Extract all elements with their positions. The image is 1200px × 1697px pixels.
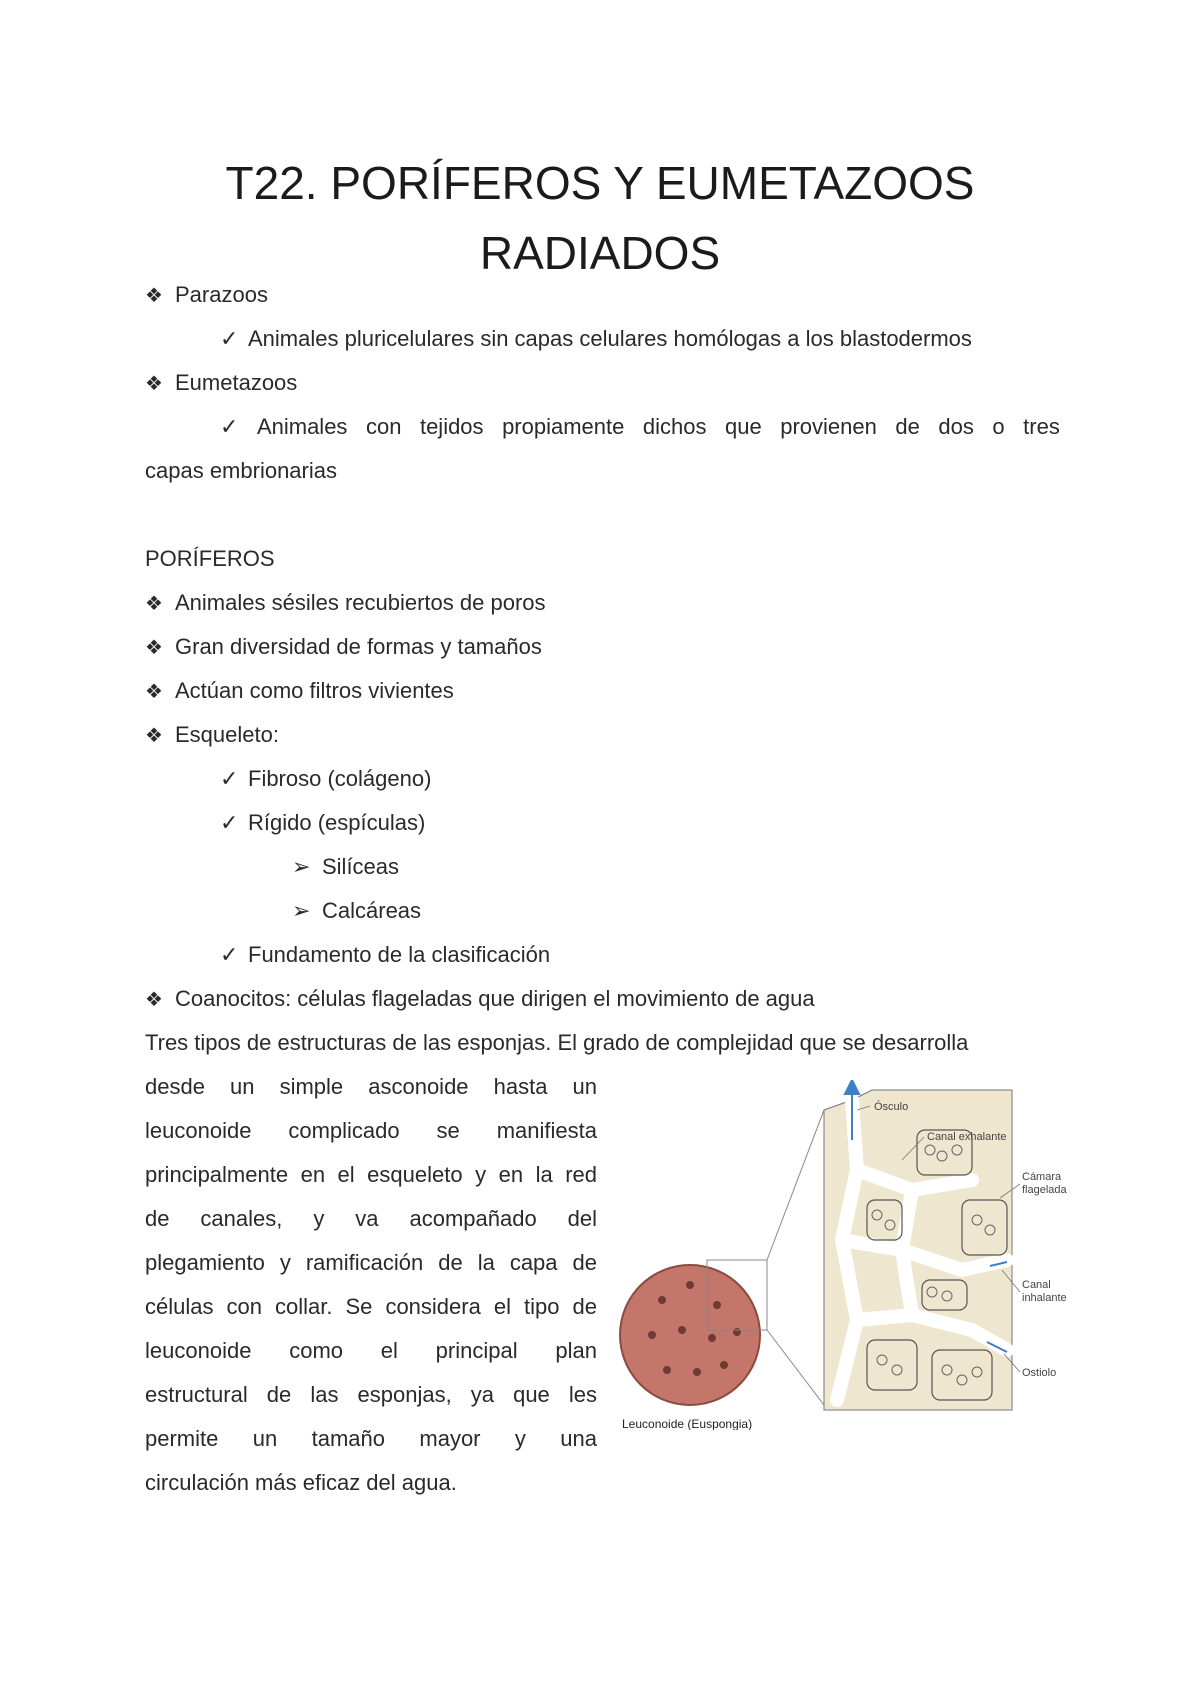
justified-word: de (895, 414, 920, 439)
canal (902, 1250, 912, 1315)
label-canal: Canal (1022, 1279, 1051, 1291)
check-parazoos-desc (220, 324, 972, 354)
pore (708, 1334, 716, 1342)
justified-word: provienen (780, 414, 877, 439)
paragraph-line: células con collar. Se considera el tipo de (145, 1294, 597, 1319)
label-canal-exhalante: Canal exhalante (927, 1131, 1007, 1143)
leuconoid-diagram (612, 1080, 1104, 1430)
outflow-arrowhead (845, 1080, 859, 1094)
diamond-bullet-icon: ❖ (145, 285, 163, 307)
arrow-bullet-icon: ➢ (292, 898, 311, 923)
checkmark-icon: ✓ (220, 810, 239, 835)
justified-word: tres (1023, 414, 1060, 439)
structures-intro-line: Tres tipos de estructuras de las esponjas. El grado de complejidad que se desarrolla (145, 1030, 969, 1055)
pore (693, 1368, 701, 1376)
bullet-text: Esqueleto: (175, 722, 279, 747)
check-text: Fibroso (colágeno) (248, 766, 432, 791)
zoom-line (767, 1330, 824, 1405)
title-line-1: T22. PORÍFEROS Y EUMETAZOOS (225, 157, 975, 209)
canal (902, 1190, 912, 1250)
justified-word: dos (938, 414, 974, 439)
pore (678, 1326, 686, 1334)
pore (648, 1331, 656, 1339)
paragraph-line: estructural de las esponjas, ya que les (145, 1382, 597, 1407)
bullet-text: Parazoos (175, 282, 268, 307)
label-ostiolo: Ostiolo (1022, 1367, 1057, 1379)
diamond-bullet-icon: ❖ (145, 373, 163, 395)
pore (663, 1366, 671, 1374)
bullet-text: Animales sésiles recubiertos de poros (175, 590, 546, 615)
label-flagelada: flagelada (1022, 1184, 1067, 1196)
paragraph-line: leuconoide complicado se manifiesta (145, 1118, 597, 1143)
pore (686, 1281, 694, 1289)
diamond-bullet-icon: ❖ (145, 637, 163, 659)
justified-word: Animales (256, 414, 348, 439)
bullet-text: Eumetazoos (175, 370, 298, 395)
zoom-line (767, 1110, 824, 1260)
arrow-text: Silíceas (322, 854, 400, 879)
bullet-sesiles (145, 588, 546, 619)
justified-word: con (365, 414, 402, 439)
bullet-parazoos (145, 280, 268, 311)
diamond-bullet-icon: ❖ (145, 725, 163, 747)
pore (733, 1328, 741, 1336)
check-fibroso (220, 764, 431, 794)
bullet-filtros (145, 676, 454, 707)
title-line-2: RADIADOS (479, 227, 721, 279)
diamond-bullet-icon: ❖ (145, 681, 163, 703)
bullet-coanocitos (145, 984, 815, 1015)
check-eumetazoos-desc (220, 412, 1060, 442)
paragraph-line: principalmente en el esqueleto y en la red (145, 1162, 597, 1187)
arrow-bullet-icon: ➢ (292, 854, 311, 879)
arrow-text: Calcáreas (322, 898, 422, 923)
page-title (140, 148, 1060, 288)
paragraph-line: circulación más eficaz del agua. (145, 1470, 457, 1495)
arrow-calcareas (292, 896, 421, 926)
bullet-esqueleto (145, 720, 279, 751)
diamond-bullet-icon: ❖ (145, 989, 163, 1011)
justified-word: tejidos (419, 414, 484, 439)
bullet-diversidad (145, 632, 542, 663)
check-rigido (220, 808, 425, 838)
check-text: Animales pluricelulares sin capas celulares homólogas a los blastodermos (248, 326, 972, 351)
leuconoid-figure (612, 1080, 1104, 1430)
label-camara: Cámara (1022, 1171, 1062, 1183)
checkmark-icon: ✓ (220, 414, 239, 439)
diamond-bullet-icon: ❖ (145, 593, 163, 615)
paragraph-line: permite un tamaño mayor y una (145, 1426, 597, 1451)
check-text: Fundamento de la clasificación (248, 942, 551, 967)
pore (658, 1296, 666, 1304)
paragraph-line: de canales, y va acompañado del (145, 1206, 597, 1231)
checkmark-icon: ✓ (220, 766, 239, 791)
pore (713, 1301, 721, 1309)
justified-word: dichos (642, 414, 707, 439)
justified-word: o (992, 414, 1005, 439)
checkmark-icon: ✓ (220, 326, 239, 351)
check-fundamento (220, 940, 550, 970)
bullet-eumetazoos (145, 368, 297, 399)
justified-word: que (725, 414, 762, 439)
figure-caption: Leuconoide (Euspongia) (622, 1417, 753, 1430)
label-inhalante: inhalante (1022, 1292, 1067, 1304)
bullet-text: Gran diversidad de formas y tamaños (175, 634, 542, 659)
paragraph-line: plegamiento y ramificación de la capa de (145, 1250, 597, 1275)
label-osculo: Ósculo (874, 1101, 909, 1113)
checkmark-icon: ✓ (220, 942, 239, 967)
pore (720, 1361, 728, 1369)
paragraph-line: desde un simple asconoide hasta un (145, 1074, 597, 1099)
bullet-text: Coanocitos: células flageladas que dirigen el movimiento de agua (175, 986, 815, 1011)
bullet-text: Actúan como filtros vivientes (175, 678, 454, 703)
arrow-siliceas (292, 852, 399, 882)
check-text: Rígido (espículas) (248, 810, 426, 835)
justified-word: propiamente (502, 414, 625, 439)
section-heading-poriferos: PORÍFEROS (145, 546, 275, 571)
eumetazoos-desc-continuation: capas embrionarias (145, 458, 337, 483)
paragraph-line: leuconoide como el principal plan (145, 1338, 597, 1363)
